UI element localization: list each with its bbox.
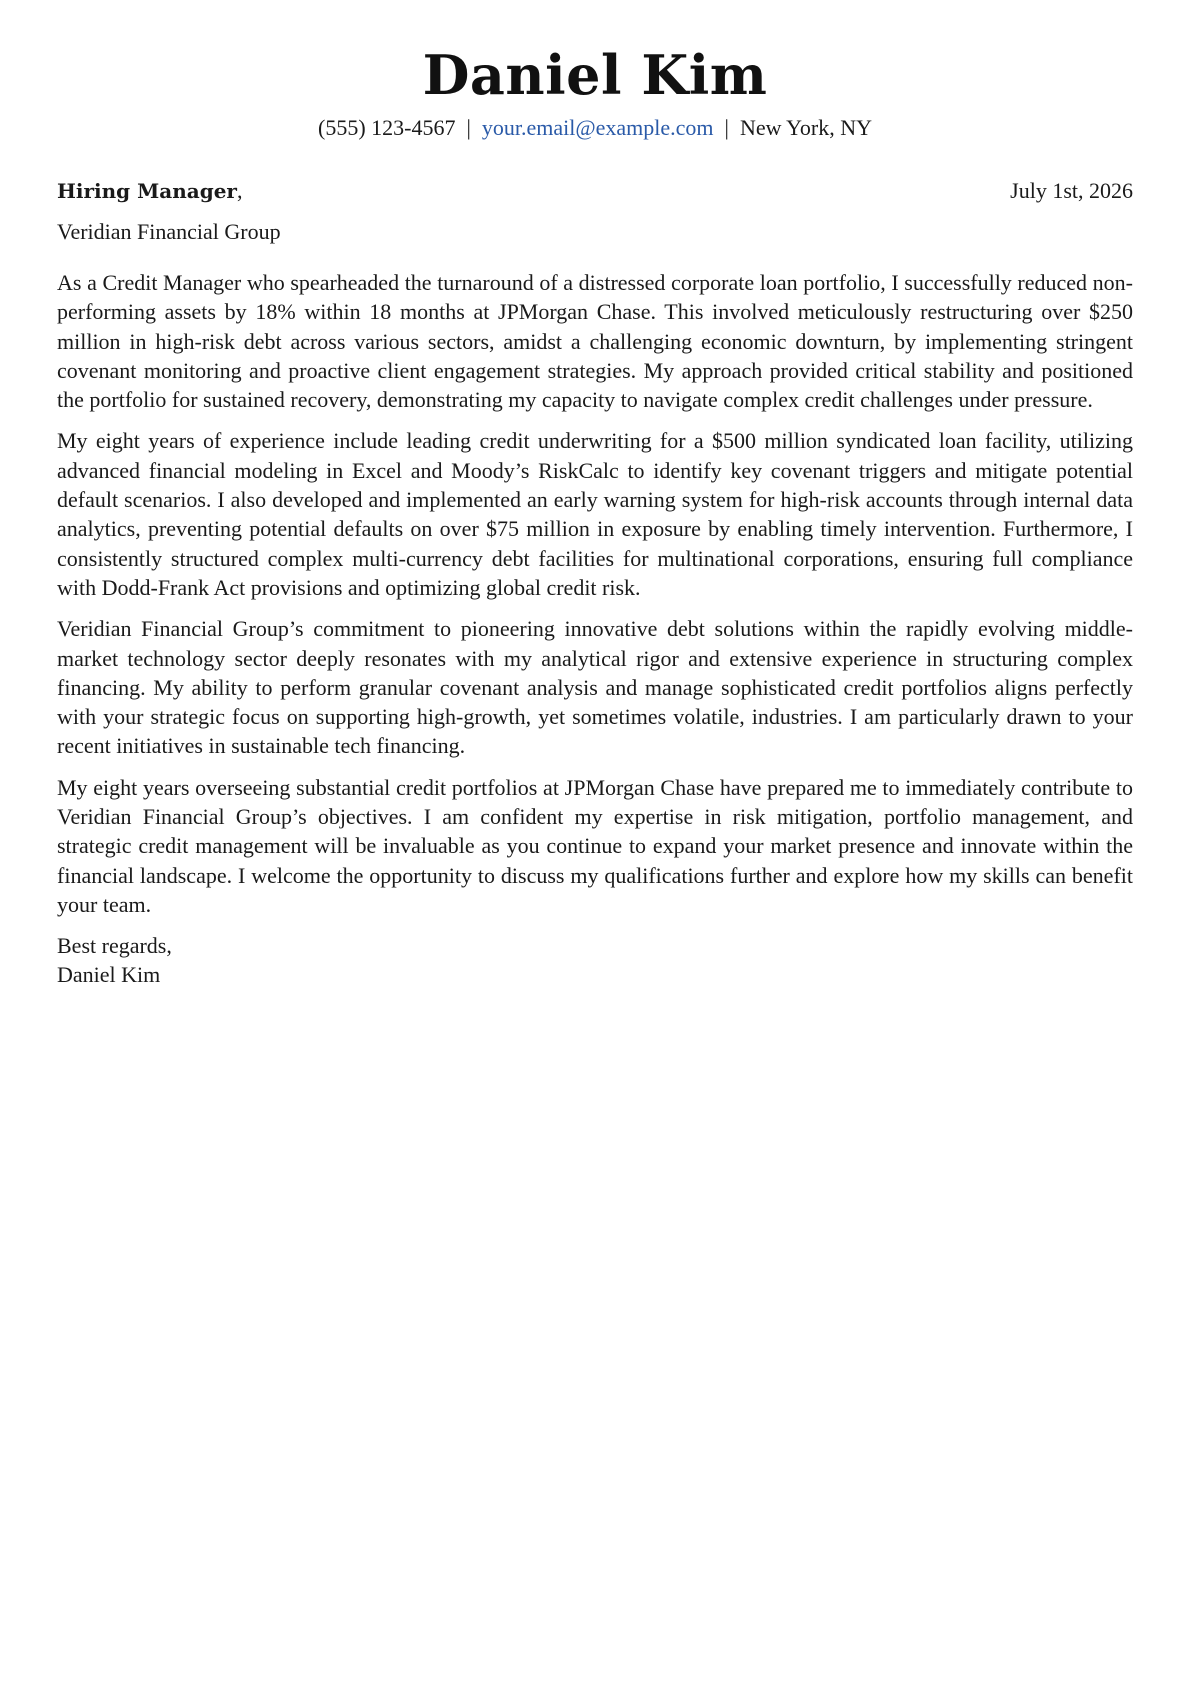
- body-paragraph: My eight years of experience include leading credit underwriting for a $500 million syndicated loan facility, utilizing advanced financial modeling in Excel and Moody’s RiskCalc to identify key covenant triggers and mitigate potential default scenarios. I also developed and implemented an early warning system for high-risk accounts through internal data analytics, preventing potential defaults on over $75 million in exposure by enabling timely intervention. Furthermore, I consistently structured complex multi-currency debt facilities for multinational corporations, ensuring full compliance with Dodd-Frank Act provisions and optimizing global credit risk.: [57, 428, 1133, 600]
- contact-separator: |: [724, 115, 729, 140]
- contact-line: [57, 114, 1133, 142]
- cover-letter-page: [57, 0, 1133, 989]
- letter-body: [57, 268, 1133, 919]
- body-paragraph: Veridian Financial Group’s commitment to pioneering innovative debt solutions within the rapidly evolving middle-market technology sector deeply resonates with my analytical rigor and extensive experience in structuring complex financing. My ability to perform granular covenant analysis and manage sophisticated credit portfolios aligns perfectly with your strategic focus on supporting high-growth, yet sometimes volatile, industries. I am particularly drawn to your recent initiatives in sustainable tech financing.: [57, 616, 1133, 759]
- closing-salutation: Best regards,: [57, 933, 172, 959]
- letter-closing: [57, 931, 1133, 989]
- recipient-company: Veridian Financial Group: [57, 219, 281, 244]
- recipient-name: Hiring Manager: [57, 179, 237, 203]
- recipient-date-row: [57, 177, 1133, 205]
- body-paragraph: My eight years overseeing substantial credit portfolios at JPMorgan Chase have prepared me to immediately contribute to Veridian Financial Group’s objectives. I am confident my expertise in risk mitigation, portfolio management, and strategic credit management will be invaluable as you continue to expand your market presence and innovate within the financial landscape. I welcome the opportunity to discuss my qualifications further and explore how my skills can benefit your team.: [57, 774, 1133, 917]
- sender-name: Daniel Kim: [422, 43, 768, 107]
- recipient-line: [57, 177, 242, 205]
- contact-separator: |: [466, 115, 471, 140]
- body-paragraph: As a Credit Manager who spearheaded the turnaround of a distressed corporate loan portfolio, I successfully reduced non-performing assets by 18% within 18 months at JPMorgan Chase. This involved meticulously restructuring over $250 million in high-risk debt across various sectors, amidst a challenging economic downturn, by implementing stringent covenant monitoring and proactive client engagement strategies. My approach provided critical stability and positioned the portfolio for sustained recovery, demonstrating my capacity to navigate complex credit challenges under pressure.: [57, 270, 1133, 413]
- recipient-comma: ,: [236, 178, 243, 203]
- email-link[interactable]: your.email@example.com: [481, 115, 714, 140]
- phone-number: (555) 123-4567: [318, 115, 456, 140]
- letter-date: July 1st, 2026: [1010, 178, 1133, 203]
- location: New York, NY: [739, 115, 872, 140]
- closing-signature: Daniel Kim: [57, 962, 161, 988]
